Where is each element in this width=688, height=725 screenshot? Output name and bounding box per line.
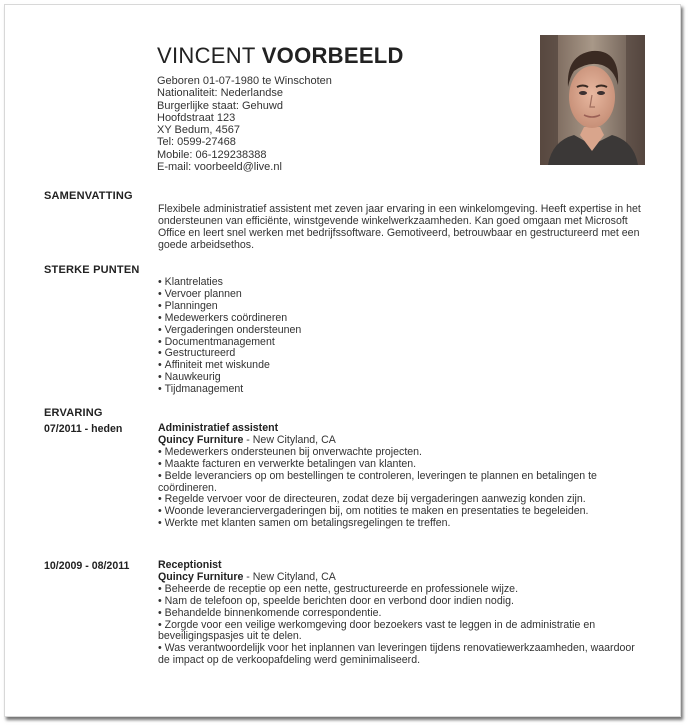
list-item: • Tijdmanagement: [158, 384, 643, 396]
job-1-title: Administratief assistent: [158, 422, 279, 434]
list-item: • Medewerkers coördineren: [158, 313, 643, 325]
job-1-company: Quincy Furniture: [158, 433, 244, 446]
list-item: • Planningen: [158, 301, 643, 313]
list-item: • Klantrelaties: [158, 277, 643, 289]
duty-item: • Beheerde de receptie op een nette, gestructureerde en professionele wijze.: [158, 584, 643, 596]
experience-heading: ERVARING: [44, 407, 103, 419]
job-2: [158, 560, 643, 667]
duty-item: • Was verantwoordelijk voor het inplannen van leveringen tijdens renovatiewerkzaamheden, waardoor de impact op de verkoopafdeling werd geminimaliseerd.: [158, 643, 643, 667]
last-name: VOORBEELD: [261, 43, 404, 68]
city-line: XY Bedum, 4567: [157, 124, 240, 137]
strengths-heading: STERKE PUNTEN: [44, 264, 140, 276]
marital-status-line: Burgerlijke staat: Gehuwd: [157, 99, 283, 112]
strengths-list: [158, 277, 643, 396]
list-item: • Gestructureerd: [158, 348, 643, 360]
job-2-company: Quincy Furniture: [158, 570, 244, 583]
duty-item: • Werkte met klanten samen om betalingsregelingen te treffen.: [158, 518, 643, 530]
email-line: E-mail: voorbeeld@live.nl: [157, 161, 282, 174]
duty-item: • Zorgde voor een veilige werkomgeving door bezoekers vast te leggen in de administratie en beveiligingspasjes uit te delen.: [158, 620, 643, 644]
summary-text: Flexibele administratief assistent met zeven jaar ervaring in een winkelomgeving. Heeft expertise in het ondersteunen van efficiënte, winstgevende winkelwerkzaamheden. Kan goed omgaan met Microsoft Office en leert snel werken met bedrijfssoftware. Gemotiveerd, betrouwbaar en gestructureerd met een goede arbeidsethos.: [158, 203, 641, 251]
profile-photo: [540, 35, 645, 165]
job-1: [158, 423, 643, 530]
duty-item: • Regelde vervoer voor de directeuren, zodat deze bij vergaderingen aanwezig konden zijn.: [158, 494, 643, 506]
summary-heading: SAMENVATTING: [44, 190, 133, 202]
job-2-title: Receptionist: [158, 559, 222, 571]
phone-line: Tel: 0599-27468: [157, 136, 236, 149]
nationality-line: Nationaliteit: Nederlandse: [157, 87, 283, 100]
mobile-line: Mobile: 06-129238388: [157, 148, 267, 161]
list-item: • Documentmanagement: [158, 337, 643, 349]
duty-item: • Behandelde binnenkomende correspondentie.: [158, 608, 643, 620]
first-name: VINCENT: [157, 43, 256, 68]
candidate-name: [157, 43, 404, 69]
duty-item: • Woonde leveranciervergaderingen bij, om notities te maken en presentaties te begeleiden.: [158, 506, 643, 518]
job-1-dates: 07/2011 - heden: [44, 423, 123, 435]
street-line: Hoofdstraat 123: [157, 111, 236, 124]
duty-item: • Medewerkers ondersteunen bij onverwachte projecten.: [158, 447, 643, 459]
job-2-dates: 10/2009 - 08/2011: [44, 560, 130, 572]
job-1-location: - New Cityland, CA: [243, 433, 336, 446]
list-item: • Vergaderingen ondersteunen: [158, 325, 643, 337]
list-item: • Nauwkeurig: [158, 372, 643, 384]
duty-item: • Belde leveranciers op om bestellingen te controleren, leveringen te plannen en betalingen te coördineren.: [158, 471, 643, 495]
contact-details: [157, 75, 332, 173]
duty-item: • Nam de telefoon op, speelde berichten door en verbond door indien nodig.: [158, 596, 643, 608]
list-item: • Affiniteit met wiskunde: [158, 360, 643, 372]
birth-line: Geboren 01-07-1980 te Winschoten: [157, 75, 332, 87]
list-item: • Vervoer plannen: [158, 289, 643, 301]
duty-item: • Maakte facturen en verwerkte betalingen van klanten.: [158, 459, 643, 471]
job-2-location: - New Cityland, CA: [243, 570, 336, 583]
